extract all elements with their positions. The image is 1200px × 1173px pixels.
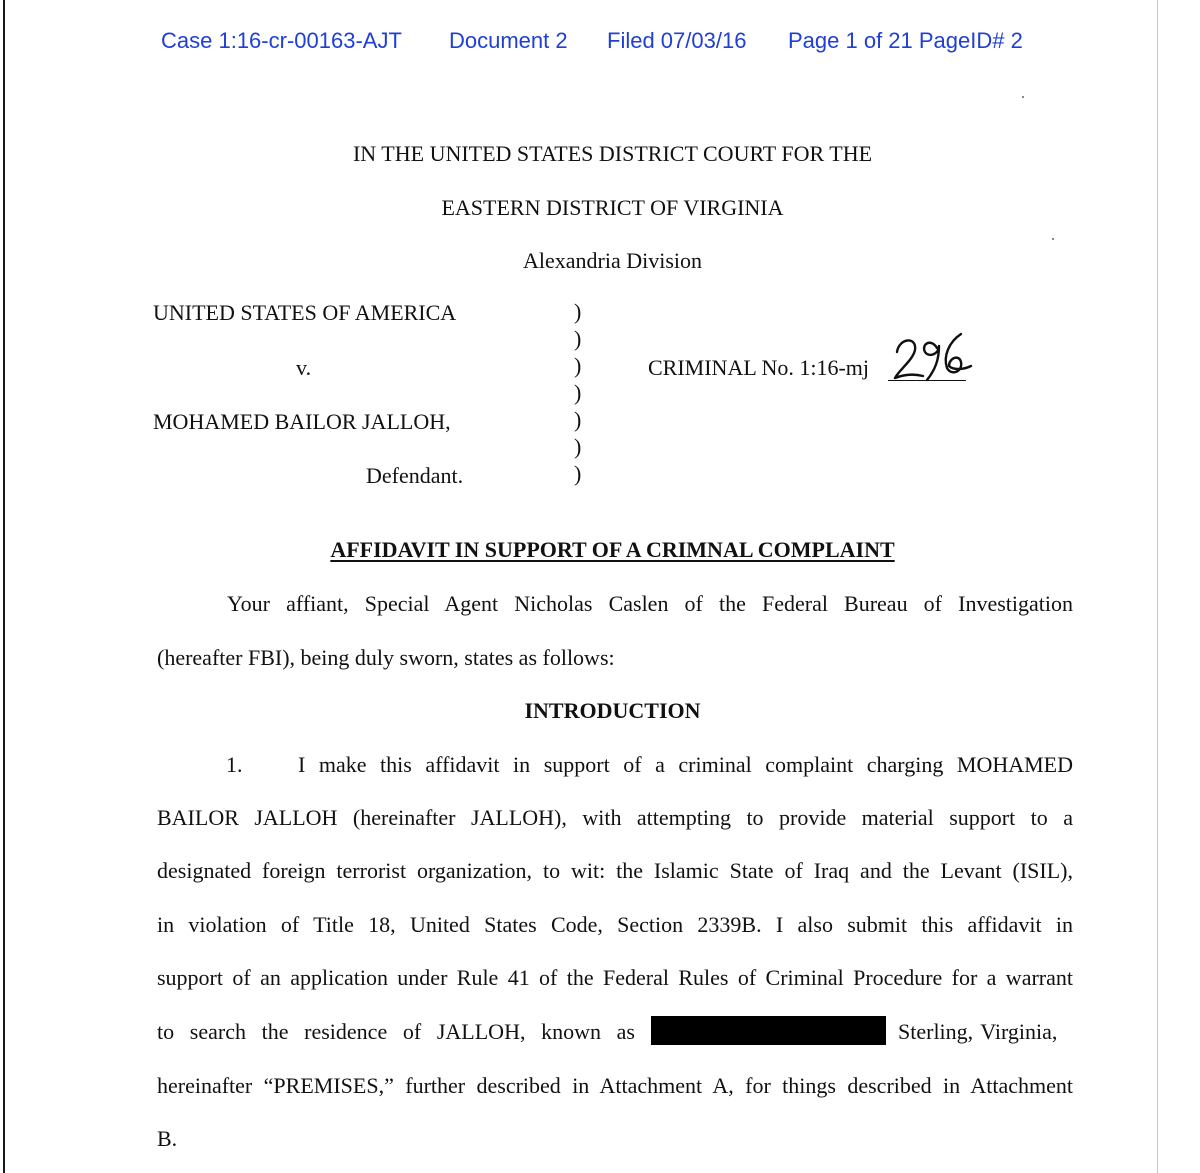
stamp-case-number: Case 1:16-cr-00163-AJT: [161, 28, 402, 53]
opening-line2: (hereafter FBI), being duly sworn, states as follows:: [157, 645, 615, 670]
caption-plaintiff: UNITED STATES OF AMERICA: [153, 300, 457, 325]
paragraph-number: 1.: [226, 752, 243, 777]
stamp-page-id: Page 1 of 21 PageID# 2: [788, 28, 1023, 53]
handwritten-case-number: [893, 330, 973, 382]
stamp-document-number: Document 2: [449, 28, 568, 53]
paragraph1-line5: support of an application under Rule 41 of the Federal Rules of Criminal Procedure for a warrant: [157, 965, 1073, 990]
court-name-line2: EASTERN DISTRICT OF VIRGINIA: [441, 195, 784, 220]
scan-left-edge: [3, 0, 5, 1173]
scan-right-edge: [1157, 0, 1158, 1173]
caption-versus: v.: [296, 355, 312, 380]
case-number-underline: [888, 380, 966, 381]
stamp-filed-date: Filed 07/03/16: [607, 28, 747, 53]
paragraph1-line7: hereinafter “PREMISES,” further described in Attachment A, for things described in Attachment: [157, 1073, 1073, 1098]
caption-paren: ): [574, 407, 582, 432]
caption-paren: ): [574, 434, 582, 459]
court-name-line1: IN THE UNITED STATES DISTRICT COURT FOR THE: [352, 141, 873, 166]
paragraph1-line4: in violation of Title 18, United States Code, Section 2339B. I also submit this affidavit in: [157, 912, 1073, 937]
paragraph1-line2: BAILOR JALLOH (hereinafter JALLOH), with attempting to provide material support to a: [157, 805, 1073, 830]
caption-paren: ): [574, 326, 582, 351]
caption-paren: ): [574, 353, 582, 378]
paragraph1-line6-before: to search the residence of JALLOH, known as: [157, 1019, 635, 1044]
paragraph1-line1: I make this affidavit in support of a criminal complaint charging MOHAMED: [298, 752, 1073, 777]
paragraph1-line6-after: Sterling, Virginia,: [898, 1019, 1058, 1044]
caption-defendant-name: MOHAMED BAILOR JALLOH,: [153, 409, 451, 434]
caption-defendant-label: Defendant.: [366, 463, 464, 488]
criminal-number-label: CRIMINAL No. 1:16-mj: [648, 355, 870, 380]
scan-speck: [1022, 96, 1024, 98]
caption-paren-column: [574, 298, 581, 487]
scan-speck: [1052, 238, 1054, 240]
redaction-block: [651, 1016, 886, 1045]
caption-paren: ): [574, 380, 582, 405]
paragraph1-line3: designated foreign terrorist organization, to wit: the Islamic State of Iraq and the Levant (ISIL),: [157, 858, 1073, 883]
opening-line1: Your affiant, Special Agent Nicholas Caslen of the Federal Bureau of Investigation: [227, 591, 1073, 616]
caption-paren: ): [574, 461, 582, 486]
document-title: AFFIDAVIT IN SUPPORT OF A CRIMNAL COMPLAINT: [330, 537, 895, 562]
paragraph1-line8: B.: [157, 1126, 178, 1151]
caption-paren: ): [574, 299, 582, 324]
section-heading-introduction: INTRODUCTION: [524, 698, 701, 723]
court-division: Alexandria Division: [522, 248, 703, 273]
